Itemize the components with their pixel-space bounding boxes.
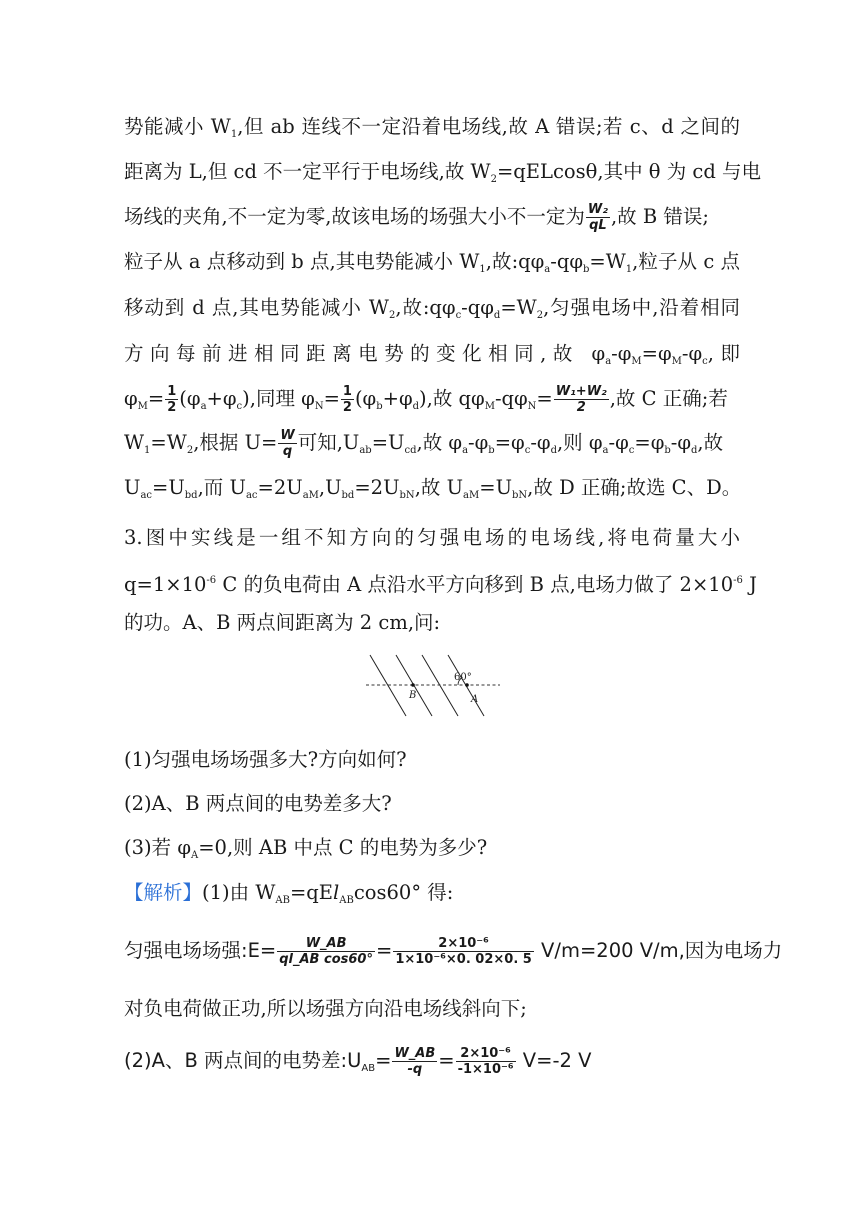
- point-b-label: B: [409, 690, 417, 701]
- fraction-one-half: $\frac{1}{2}$: [342, 384, 352, 415]
- text-line-7: $\varphi_M=$ $\frac{1}{2}$ $(\varphi_a+\varphi_c)$,同理 $\varphi_N=$ $\frac{1}{2}$ $(\varphi_b+\varphi_d)$,故 $q\varphi_M-q\varphi_N=$ $\frac{\text{W₁+W₂}}{2}$ ,故 C 正确;若: [124, 384, 728, 415]
- text-line-6: 方向每前进相同距离电势的变化相同,故 $\varphi_a-\varphi_M=\varphi_M-\varphi_c$,即: [124, 342, 740, 367]
- fraction-w1-plus-w2-over-2: $\frac{\text{W₁+W₂}}{2}$: [555, 384, 607, 415]
- text-line-5: 移动到 d 点,其电势能减小 $W_2$,故$:q\varphi_c-q\varphi_d=W_2$,匀强电场中,沿着相同: [124, 296, 741, 321]
- sub-question-3: (3)若 $\varphi_A=0$,则 AB 中点 C 的电势为多少?: [124, 836, 488, 861]
- solution-line-4: (2)A、B 两点间的电势差$:U_{AB}=$ $\frac{W\_AB}{-q}$ = $\frac{\text{2×10⁻⁶}}{\text{-1×10⁻⁶}}$ V=-2 V: [124, 1046, 592, 1077]
- fraction-field-formula: $\frac{W\_AB}{\text{ql\_AB cos60°}}$: [279, 936, 373, 967]
- text-line-2: 距离为 L,但 cd 不一定平行于电场线,故 $W_2=qELcos\theta$,其中 θ 为 cd 与电: [124, 160, 762, 185]
- text-line-8: $W_1=W_2$,根据 U= $\frac{W}{q}$ 可知$,U_{ab}=U_{cd}$,故 $\varphi_a-\varphi_b=\varphi_c-\varphi_d$,则 $\varphi_a-\varphi_c=\varphi_b-\varphi_d$,故: [124, 428, 724, 459]
- fraction-w2-over-ql: $\frac{\text{W₂}}{qL}$: [587, 202, 608, 233]
- solution-line-2: 匀强电场场强:E= $\frac{W\_AB}{\text{ql\_AB cos60°}}$ = $\frac{\text{2×10⁻⁶}}{\text{1×10⁻⁶×0. 02×0. 5}}$ V/m=200 V/m,因为电场力: [124, 936, 783, 967]
- fraction-w-over-q: $\frac{W}{q}$: [280, 428, 295, 459]
- text-line-4: 粒子从 a 点移动到 b 点,其电势能减小 $W_1$,故$:q\varphi_a-q\varphi_b=W_1$,粒子从 c 点: [124, 250, 741, 275]
- solution-line-1: 【解析】(1)由 $W_{AB}=qEl_{AB}\cos 60^\circ$ 得:: [124, 881, 454, 906]
- text-line-3: 场线的夹角,不一定为零,故该电场的场强大小不一定为 $\frac{\text{W₂}}{qL}$ ,故 B 错误;: [124, 202, 709, 233]
- electric-field-diagram: [364, 652, 504, 722]
- point-a-label: A: [471, 694, 479, 705]
- question-3-line-3: 的功。A、B 两点间距离为 2 cm,问:: [124, 611, 441, 634]
- solution-line-3: 对负电荷做正功,所以场强方向沿电场线斜向下;: [124, 997, 527, 1020]
- sub-question-2: (2)A、B 两点间的电势差多大?: [124, 792, 392, 815]
- text-line-1: 势能减小 $W_1$,但 ab 连线不一定沿着电场线,故 A 错误;若 c、d 之间的: [124, 115, 740, 140]
- question-3-line-2: $q=1\times 10^{-6}$ C 的负电荷由 A 点沿水平方向移到 B 点,电场力做了 $2\times 10^{-6}$ J: [124, 573, 757, 596]
- question-3-line-1: 3.图中实线是一组不知方向的匀强电场的电场线,将电荷量大小: [124, 526, 740, 549]
- fraction-potential-formula: $\frac{W\_AB}{-q}$: [394, 1046, 436, 1077]
- angle-label: 60°: [454, 672, 472, 683]
- fraction-one-half: $\frac{1}{2}$: [167, 384, 177, 415]
- fraction-potential-values: $\frac{\text{2×10⁻⁶}}{\text{-1×10⁻⁶}}$: [457, 1046, 514, 1077]
- text-line-9: $U_{ac}=U_{bd}$,而 $U_{ac}=2U_{aM},U_{bd}=2U_{bN}$,故 $U_{aM}=U_{bN}$,故 D 正确;故选 C、D。: [124, 476, 742, 501]
- solution-tag: 【解析】: [124, 881, 203, 904]
- fraction-field-values: $\frac{\text{2×10⁻⁶}}{\text{1×10⁻⁶×0. 02×0. 5}}$: [395, 936, 532, 967]
- point-a-dot: [465, 683, 469, 687]
- point-b-dot: [411, 683, 415, 687]
- sub-question-1: (1)匀强电场场强多大?方向如何?: [124, 748, 407, 771]
